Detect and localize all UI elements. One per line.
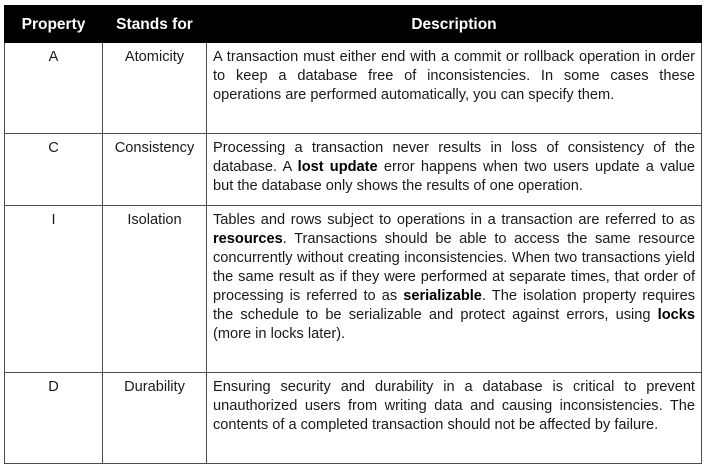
stands-for-cell: Atomicity — [103, 43, 207, 134]
key-term: resources — [213, 231, 283, 247]
description-text: (more in locks later). — [213, 326, 346, 342]
key-term: locks — [657, 307, 695, 323]
table-row — [5, 43, 702, 134]
description-cell — [207, 134, 702, 206]
description-cell — [207, 373, 702, 464]
description-text: . Transactions should be able to access the same resource concurrently without creating inconsistencies. When two transactions yield the same result as if they were performed at separate times, that order of processing is referred to as — [213, 231, 695, 304]
property-cell: I — [5, 206, 103, 373]
description-text: Processing a transaction never results in loss of consistency of the database. A — [213, 140, 695, 175]
property-cell: D — [5, 373, 103, 464]
header-description: Description — [207, 6, 702, 43]
property-cell: A — [5, 43, 103, 134]
header-property: Property — [5, 6, 103, 43]
property-cell: C — [5, 134, 103, 206]
description-text: Tables and rows subject to operations in a transaction are referred to as — [213, 212, 695, 228]
acid-properties-table — [4, 5, 702, 464]
description-text: error happens when two users update a value but the database only shows the results of one operation. — [213, 159, 696, 194]
description-cell — [207, 43, 702, 134]
stands-for-cell: Durability — [103, 373, 207, 464]
description-text: . The isolation property requires the schedule to be serializable and protect against errors, using — [213, 288, 695, 323]
description-text: A transaction must either end with a commit or rollback operation in order to keep a database free of inconsistencies. In some cases these operations are performed automatically, you can specify them. — [213, 49, 695, 103]
table-row — [5, 134, 702, 206]
description-cell — [207, 206, 702, 373]
table-row — [5, 206, 702, 373]
stands-for-cell: Isolation — [103, 206, 207, 373]
stands-for-cell: Consistency — [103, 134, 207, 206]
table-row — [5, 373, 702, 464]
table-header-row — [5, 6, 702, 43]
description-text: Ensuring security and durability in a database is critical to prevent unauthorized users from writing data and causing inconsistencies. The contents of a completed transaction should not be affected by failure. — [213, 379, 695, 433]
key-term: lost update — [297, 159, 378, 175]
key-term: serializable — [403, 288, 482, 304]
header-stands-for: Stands for — [103, 6, 207, 43]
